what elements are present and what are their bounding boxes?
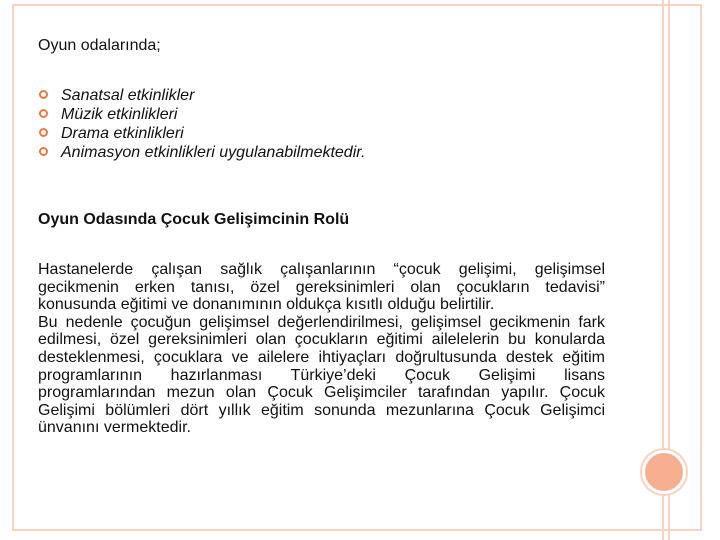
list-item-text: Müzik etkinlikleri — [61, 106, 178, 123]
list-item — [38, 124, 365, 143]
bullet-circle-icon — [39, 128, 48, 137]
list-item — [38, 86, 365, 105]
intro-text: Oyun odalarında; — [38, 37, 161, 54]
paragraph: Hastanelerde çalışan sağlık çalışanlarının “çocuk gelişimi, gelişimsel gecikmenin erken tanısı, özel gereksinimleri olan çocukların tedavisi” konusunda eğitimi ve donanımının oldukça kısıtlı olduğu belirtilir. — [38, 261, 605, 314]
list-item-text: Sanatsal etkinlikler — [61, 87, 195, 104]
list-item-text: Drama etkinlikleri — [61, 125, 184, 142]
bullet-circle-icon — [39, 109, 48, 118]
decorative-circle — [642, 450, 686, 494]
body-text — [38, 261, 605, 437]
bullet-circle-icon — [39, 90, 48, 99]
section-title: Oyun Odasında Çocuk Gelişimcinin Rolü — [38, 211, 350, 228]
list-item — [38, 105, 365, 124]
activity-list — [38, 86, 365, 162]
list-item — [38, 143, 365, 162]
bullet-circle-icon — [39, 147, 48, 156]
paragraph: Bu nedenle çocuğun gelişimsel değerlendirilmesi, gelişimsel gecikmenin fark edilmesi, özel gereksinimleri olan çocukların eğitimi ailelelerin bu konularda desteklenmesi, çocuklara ve ailelere ihtiyaçları doğrultusunda destek eğitim programlarının hazırlanması Türkiye’deki Çocuk Gelişimi lisans programlarından mezun olan Çocuk Gelişimciler tarafından yapılır. Çocuk Gelişimi bölümleri dört yıllık eğitim sonunda mezunlarına Çocuk Gelişimci ünvanını vermektedir. — [38, 313, 605, 437]
list-item-text: Animasyon etkinlikleri uygulanabilmektedir. — [61, 144, 366, 161]
